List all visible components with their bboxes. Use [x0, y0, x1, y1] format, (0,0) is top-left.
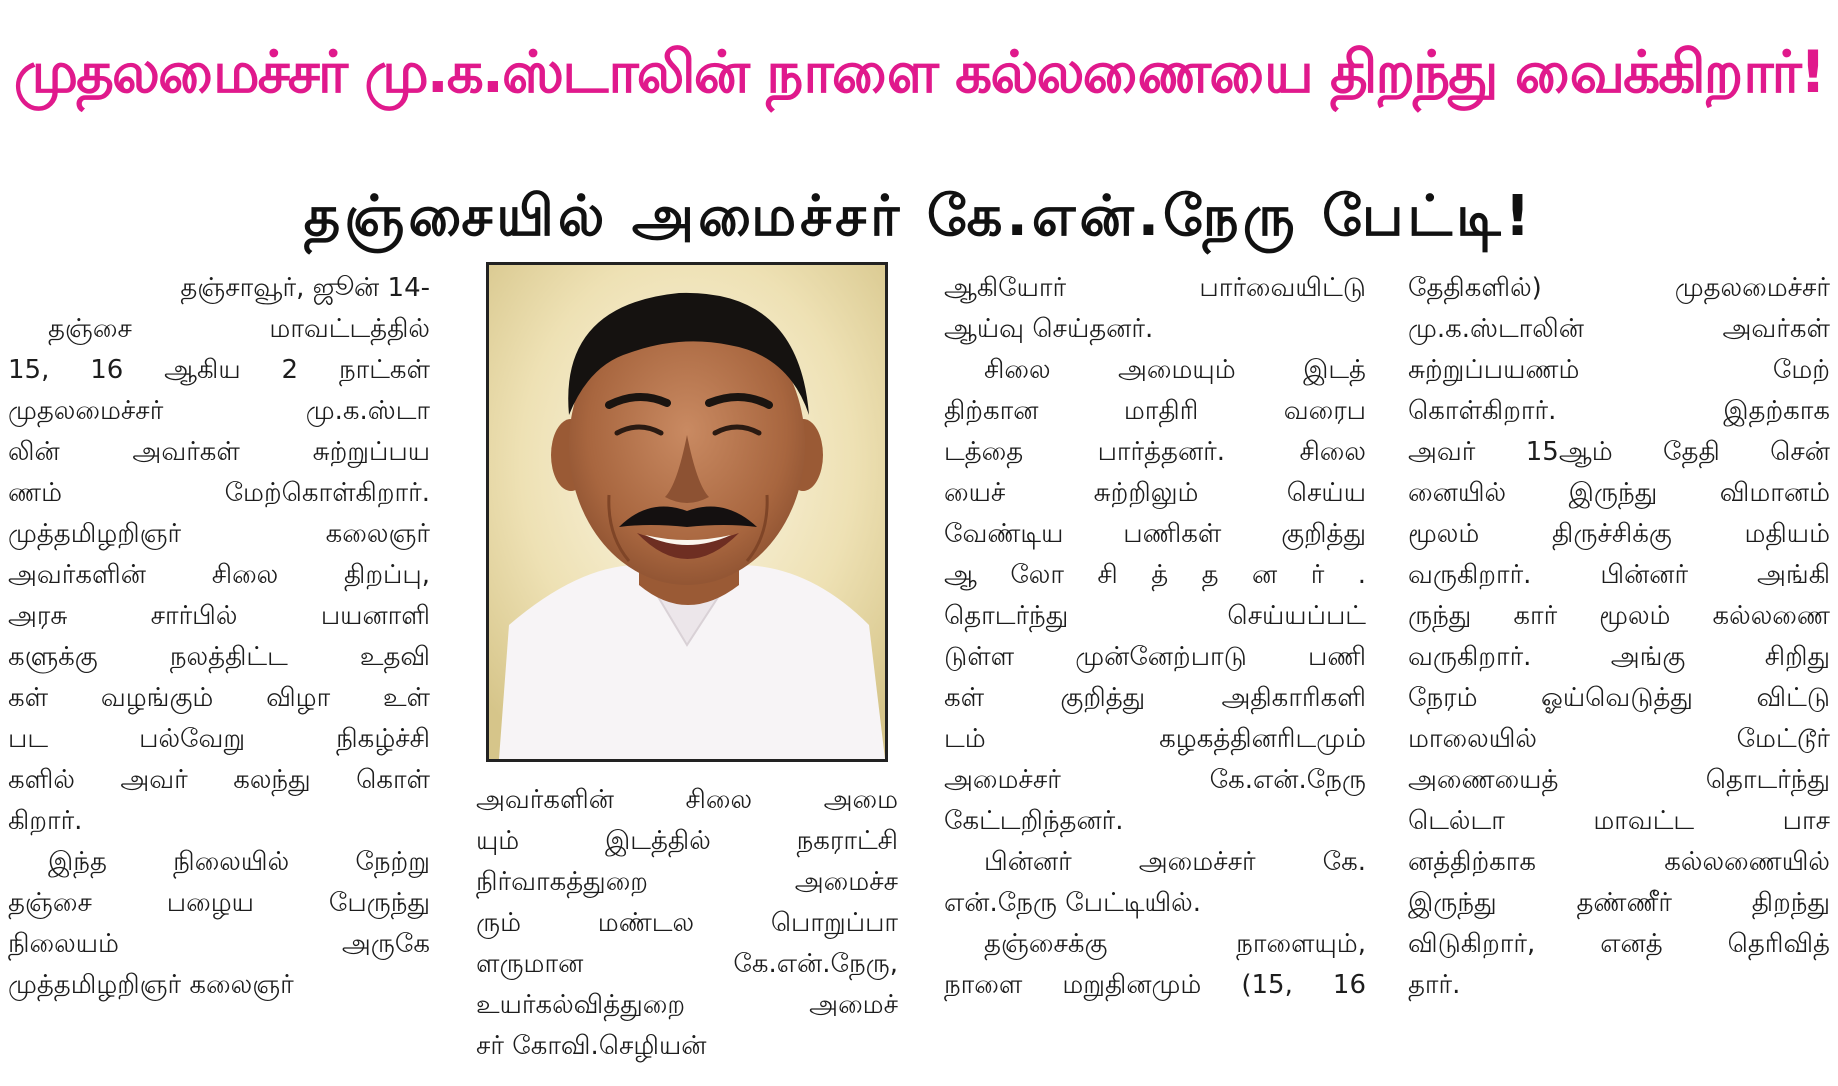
article-line: சுற்றுப்பயணம் மேற் [1408, 355, 1830, 385]
article-line: பட பல்வேறு நிகழ்ச்சி [8, 724, 430, 754]
article-line: கள் வழங்கும் விழா உள் [8, 683, 430, 713]
article-line: யைச் சுற்றிலும் செய்ய [944, 478, 1366, 508]
headline: முதலமைச்சர் மு.க.ஸ்டாலின் நாளை கல்லணையை திறந்து வைக்கிறார்! [13, 38, 1825, 106]
article-line: லின் அவர்கள் சுற்றுப்பய [8, 437, 430, 467]
article-line: யும் இடத்தில் நகராட்சி [476, 826, 898, 856]
article-line: னத்திற்காக கல்லணையில் [1408, 847, 1830, 877]
article-line: உயர்கல்வித்துறை அமைச் [476, 990, 898, 1020]
article-column-4 [1408, 268, 1830, 1006]
article-line: ஆய்வு செய்தனர். [944, 314, 1154, 344]
article-line: முத்தமிழறிஞர் கலைஞர் [8, 970, 294, 1000]
article-line: பின்னர் அமைச்சர் கே. [984, 847, 1366, 877]
article-line: நேரம் ஓய்வெடுத்து விட்டு [1408, 683, 1830, 713]
article-line: வேண்டிய பணிகள் குறித்து [944, 519, 1366, 549]
subheadline: தஞ்சையில் அமைச்சர் கே.என்.நேரு பேட்டி! [303, 184, 1535, 249]
article-line: அரசு சார்பில் பயனாளி [8, 601, 430, 631]
article-line: ளருமான கே.என்.நேரு, [476, 949, 898, 979]
article-line: தஞ்சை பழைய பேருந்து [8, 888, 430, 918]
article-line: நிர்வாகத்துறை அமைச்ச [476, 867, 898, 897]
article-line: களுக்கு நலத்திட்ட உதவி [8, 642, 430, 672]
article-line: நிலையம் அருகே [8, 929, 430, 959]
portrait-illustration [489, 265, 885, 759]
article-line: இந்த நிலையில் நேற்று [48, 847, 430, 877]
article-line: வருகிறார். அங்கு சிறிது [1408, 642, 1830, 672]
article-line: கொள்கிறார். இதற்காக [1408, 396, 1830, 426]
article-line: அவர்களின் சிலை திறப்பு, [8, 560, 430, 590]
article-column-1 [8, 268, 430, 1006]
article-line: தார். [1408, 970, 1461, 1000]
article-line: ஆகியோர் பார்வையிட்டு [944, 273, 1366, 303]
article-line: டெல்டா மாவட்ட பாச [1408, 806, 1830, 836]
article-line: ணம் மேற்கொள்கிறார். [8, 478, 430, 508]
article-line: விடுகிறார், எனத் தெரிவித் [1408, 929, 1830, 959]
article-column-3 [944, 268, 1366, 1006]
article-line: அணையைத் தொடர்ந்து [1408, 765, 1830, 795]
article-line: ஆ லோ சி த் த ன ர் . [944, 560, 1366, 590]
article-line: நாளை மறுதினமும் (15, 16 [944, 970, 1366, 1000]
article-line: தேதிகளில்) முதலமைச்சர் [1408, 273, 1830, 303]
article-line: மு.க.ஸ்டாலின் அவர்கள் [1408, 314, 1830, 344]
article-line: அமைச்சர் கே.என்.நேரு [944, 765, 1366, 795]
article-line: தஞ்சாவூர், ஜூன் 14- [180, 273, 430, 303]
article-line: களில் அவர் கலந்து கொள் [8, 765, 430, 795]
article-line: முத்தமிழறிஞர் கலைஞர் [8, 519, 430, 549]
article-line: 15, 16 ஆகிய 2 நாட்கள் [8, 355, 430, 385]
article-line: மூலம் திருச்சிக்கு மதியம் [1408, 519, 1830, 549]
article-line: முதலமைச்சர் மு.க.ஸ்டா [8, 396, 430, 426]
article-line: அவர் 15ஆம் தேதி சென் [1408, 437, 1830, 467]
article-line: டத்தை பார்த்தனர். சிலை [944, 437, 1366, 467]
article-line: மாலையில் மேட்டூர் [1408, 724, 1830, 754]
article-line: தஞ்சைக்கு நாளையும், [984, 929, 1366, 959]
article-line: என்.நேரு பேட்டியில். [944, 888, 1201, 918]
article-line: தஞ்சை மாவட்டத்தில் [48, 314, 430, 344]
article-line: கேட்டறிந்தனர். [944, 806, 1124, 836]
article-line: வருகிறார். பின்னர் அங்கி [1408, 560, 1830, 590]
article-line: டுள்ள முன்னேற்பாடு பணி [944, 642, 1366, 672]
article-line: ருந்து கார் மூலம் கல்லணை [1408, 601, 1830, 631]
article-column-2 [476, 780, 898, 1067]
article-line: திற்கான மாதிரி வரைப [944, 396, 1366, 426]
article-line: தொடர்ந்து செய்யப்பட் [944, 601, 1366, 631]
article-line: அவர்களின் சிலை அமை [476, 785, 898, 815]
article-line: கிறார். [8, 806, 83, 836]
article-line: கள் குறித்து அதிகாரிகளி [944, 683, 1366, 713]
article-line: ரும் மண்டல பொறுப்பா [476, 908, 898, 938]
portrait-photo [486, 262, 888, 762]
article-line: இருந்து தண்ணீர் திறந்து [1408, 888, 1830, 918]
article-line: னையில் இருந்து விமானம் [1408, 478, 1830, 508]
article-line: டம் கழகத்தினரிடமும் [944, 724, 1366, 754]
article-line: சிலை அமையும் இடத் [984, 355, 1366, 385]
article-line: சர் கோவி.செழியன் [476, 1031, 707, 1061]
